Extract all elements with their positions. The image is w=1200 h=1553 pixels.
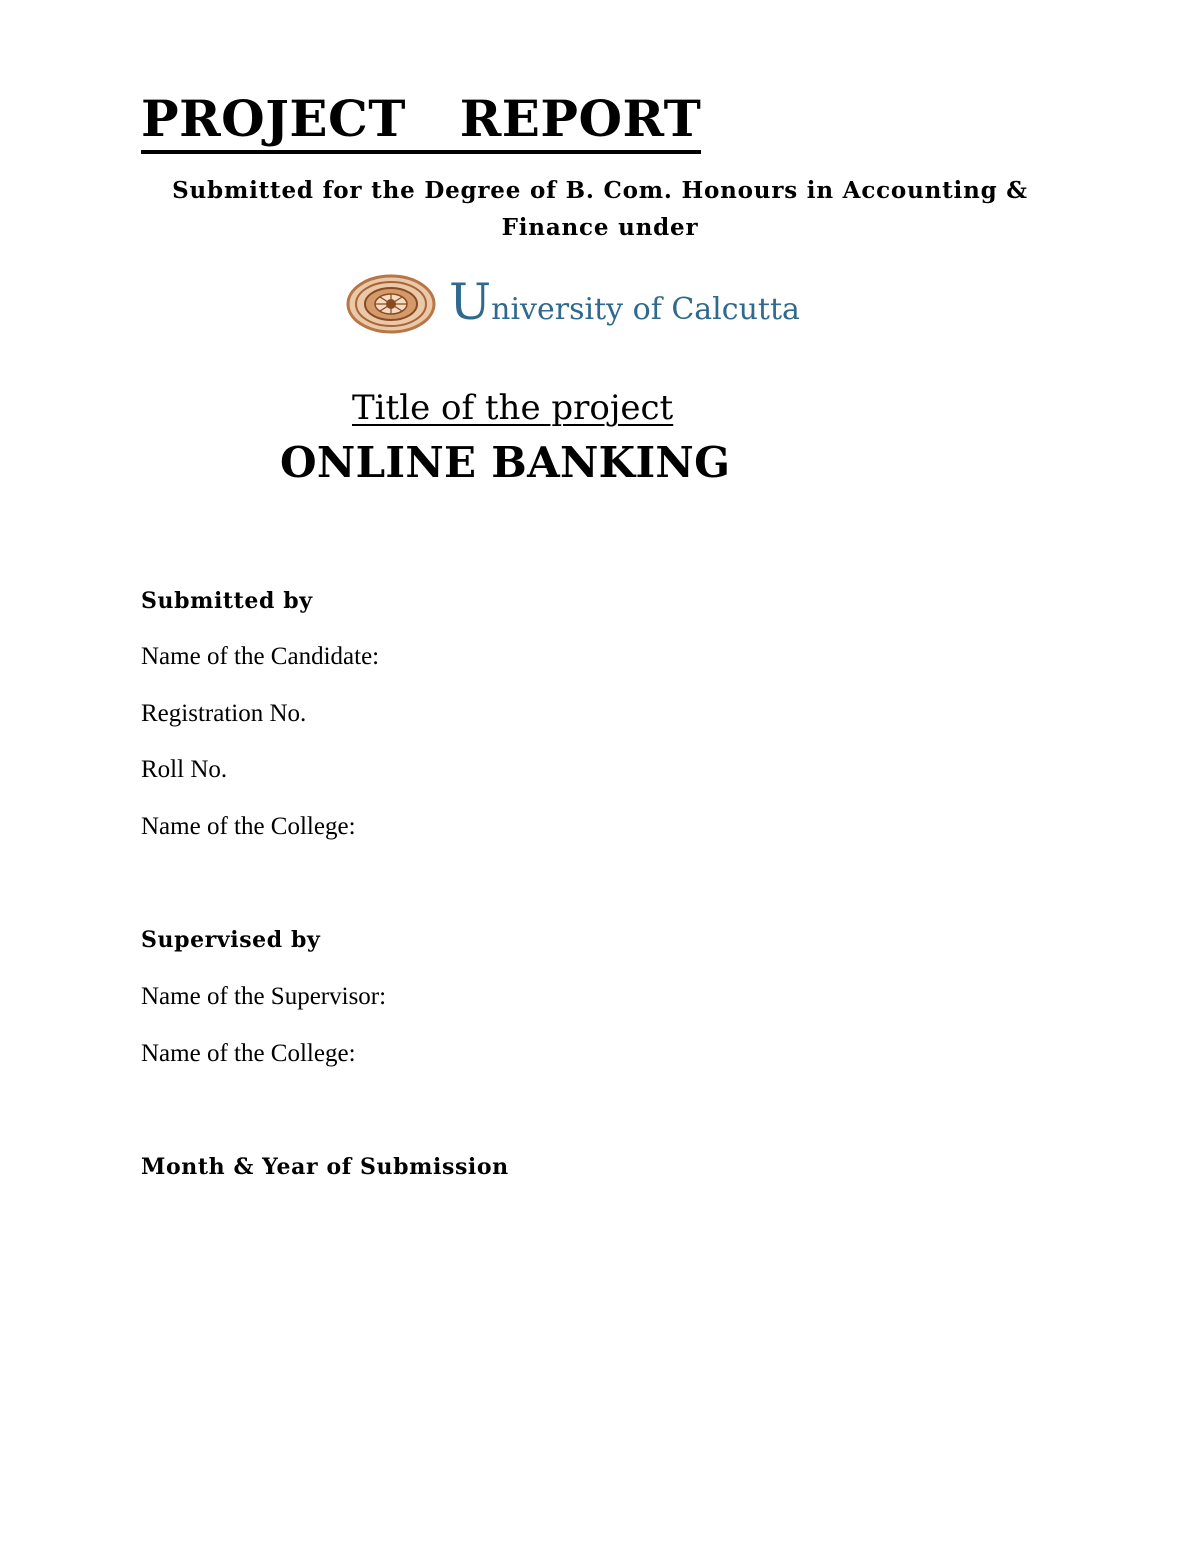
supervisor-college-label: Name of the College: xyxy=(141,1040,356,1067)
project-title: ONLINE BANKING xyxy=(280,438,731,487)
subtitle-line-2: Finance under xyxy=(501,214,699,241)
page-title: PROJECT REPORT xyxy=(141,88,701,154)
submitted-by-heading: Submitted by xyxy=(141,588,313,614)
subtitle-line-1: Submitted for the Degree of B. Com. Honours in Accounting & xyxy=(172,177,1028,204)
submission-date-heading: Month & Year of Submission xyxy=(141,1154,509,1180)
university-name xyxy=(449,272,800,344)
candidate-college-label: Name of the College: xyxy=(141,813,356,840)
roll-number-label: Roll No. xyxy=(141,756,228,783)
university-seal-icon xyxy=(346,274,436,334)
supervisor-name-label: Name of the Supervisor: xyxy=(141,983,387,1010)
university-name-initial: U xyxy=(449,273,492,331)
candidate-name-label: Name of the Candidate: xyxy=(141,643,380,670)
degree-subtitle xyxy=(140,172,1060,246)
registration-number-label: Registration No. xyxy=(141,700,307,727)
university-logo xyxy=(346,272,886,338)
project-title-label: Title of the project xyxy=(352,388,674,428)
university-name-rest: niversity of Calcutta xyxy=(491,292,800,327)
supervised-by-heading: Supervised by xyxy=(141,927,321,953)
